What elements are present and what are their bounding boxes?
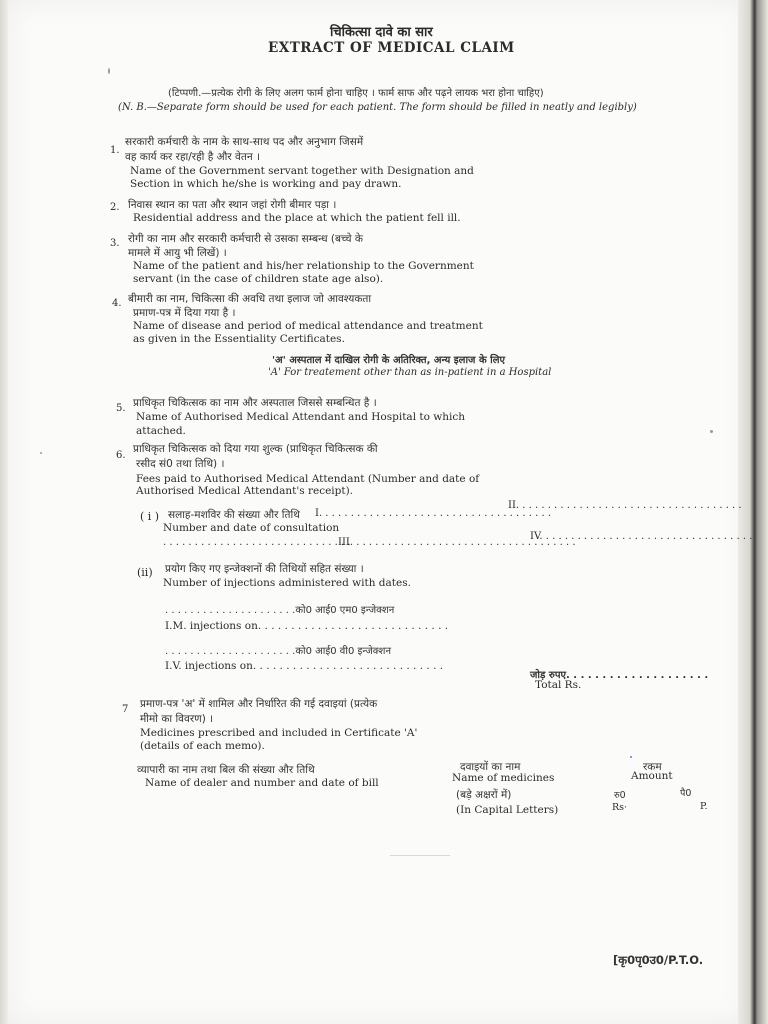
pto-footer: [कृ0पृ0उ0/P.T.O. [613, 953, 704, 967]
item-3-number: 3. [110, 238, 120, 249]
item-7-number: 7 [122, 704, 129, 715]
amount-header-hindi: रकम [643, 761, 662, 773]
item-7-english-line2: (details of each memo). [140, 740, 265, 752]
consultation-roman-ii[interactable]: II. . . . . . . . . . . . . . . . . . . . . . . . . . . . . . . . . . . . [508, 500, 742, 511]
item-1-english-line2: Section in which he/she is working and pay drawn. [130, 178, 402, 190]
item-6-number: 6. [116, 450, 126, 461]
item-3-english-line1: Name of the patient and his/her relationship to the Government [133, 260, 474, 272]
item-7-hindi-line2: मीमो का विवरण) । [140, 713, 214, 725]
scan-speck [630, 756, 632, 758]
paise-label-hindi: पै0 [680, 788, 692, 799]
dealer-header-hindi: व्यापारी का नाम तथा बिल की संख्या और तिथि [137, 764, 315, 776]
im-injections-hindi[interactable]: . . . . . . . . . . . . . . . . . . . . .को0 आई0 एम0 इन्जेक्शन [165, 605, 395, 616]
item-3-hindi-line2: मामले में आयु भी लिखें) । [128, 247, 227, 259]
item-3-english-line2: servant (in the case of children state age also). [133, 273, 384, 285]
item-2-number: 2. [110, 202, 120, 213]
scan-speck [710, 430, 713, 433]
title-hindi: चिकित्सा दावे का सार [330, 25, 433, 40]
item-1-hindi-line1: सरकारी कर्मचारी के नाम के साथ-साथ पद और अनुभाग जिसमें [125, 136, 364, 148]
rupees-label-hindi: रु0 [614, 790, 626, 801]
scan-speck [108, 68, 110, 74]
dealer-header-english: Name of dealer and number and date of bill [145, 777, 379, 789]
section-a-hindi: 'अ' अस्पताल में दाखिल रोगी के अतिरिक्त, अन्य इलाज के लिए [272, 355, 506, 366]
note-english: (N. B.—Separate form should be used for each patient. The form should be filled in neatly and legibly) [118, 102, 637, 113]
sub-ii-label: (ii) [137, 566, 153, 579]
section-a-english: 'A' For treatement other than as in-patient in a Hospital [268, 367, 552, 378]
item-6-hindi-line2: रसीद सं0 तथा तिथि) । [136, 458, 225, 470]
capital-letters-english: (In Capital Letters) [456, 804, 559, 816]
item-4-hindi-line1: बीमारी का नाम, चिकित्सा की अवधि तथा इलाज जो आवश्यकता [128, 293, 372, 305]
amount-header-english: Amount [631, 770, 673, 782]
item-6-hindi-line1: प्राधिकृत चिकित्सक को दिया गया शुल्क (प्राधिकृत चिकित्सक की [133, 443, 378, 455]
total-hindi[interactable]: जोड़ रुपए. . . . . . . . . . . . . . . . . . . . [530, 670, 709, 681]
item-1-number: 1. [110, 145, 120, 156]
im-injections-english[interactable]: I.M. injections on. . . . . . . . . . . . . . . . . . . . . . . . . . . . . [165, 620, 449, 632]
capital-letters-hindi: (बड़े अक्षरों में) [456, 789, 512, 801]
item-2-english: Residential address and the place at which the patient fell ill. [133, 212, 461, 224]
item-6-english-line1: Fees paid to Authorised Medical Attendant (Number and date of [136, 473, 480, 485]
consultation-roman-iii[interactable]: III. . . . . . . . . . . . . . . . . . . . . . . . . . . . . . . . . . . . [338, 537, 576, 548]
item-4-hindi-line2: प्रमाण-पत्र में दिया गया है । [133, 307, 236, 319]
paise-label-english: P. [700, 801, 708, 812]
item-4-number: 4. [112, 298, 122, 309]
item-5-hindi: प्राधिकृत चिकित्सक का नाम और अस्पताल जिससे सम्बन्धित है । [133, 397, 377, 409]
item-2-hindi: निवास स्थान का पता और स्थान जहां रोगी बीमार पड़ा । [128, 199, 337, 211]
item-4-english-line1: Name of disease and period of medical attendance and treatment [133, 320, 483, 332]
sub-i-hindi: सलाह-मशविर की संख्या और तिथि [168, 509, 300, 521]
consultation-roman-i[interactable]: I. . . . . . . . . . . . . . . . . . . . . . . . . . . . . . . . . . . . . [315, 508, 551, 519]
item-7-hindi-line1: प्रमाण-पत्र 'अ' में शामिल और निर्धारित की गई दवाइयां (प्रत्येक [140, 698, 378, 710]
scan-speck [40, 452, 42, 454]
item-6-english-line2: Authorised Medical Attendant's receipt). [136, 485, 354, 497]
rupees-label-english: Rs· [612, 802, 628, 813]
item-4-english-line2: as given in the Essentiality Certificates. [133, 333, 345, 345]
iv-injections-hindi[interactable]: . . . . . . . . . . . . . . . . . . . . .को0 आई0 वी0 इन्जेक्शन [165, 646, 391, 657]
consultation-dots-leader: . . . . . . . . . . . . . . . . . . . . . . . . . . . . . . [163, 537, 351, 548]
scan-speck [390, 855, 450, 856]
title-english: EXTRACT OF MEDICAL CLAIM [268, 40, 515, 56]
scan-edge-right [738, 0, 768, 1024]
medicines-header-hindi: दवाइयों का नाम [460, 761, 521, 773]
note-hindi: (टिप्पणी.—प्रत्येक रोगी के लिए अलग फार्म होना चाहिए । फार्म साफ और पढ़ने लायक भरा होना चाहिए) [168, 88, 544, 99]
item-5-english-line2: attached. [136, 425, 186, 437]
iv-injections-english[interactable]: I.V. injections on. . . . . . . . . . . . . . . . . . . . . . . . . . . . . [165, 660, 444, 672]
sub-ii-english: Number of injections administered with dates. [163, 577, 411, 589]
consultation-roman-iv[interactable]: IV. . . . . . . . . . . . . . . . . . . . . . . . . . . . . . . . . . [530, 531, 753, 542]
sub-i-label: ( i ) [140, 510, 160, 523]
item-1-english-line1: Name of the Government servant together with Designation and [130, 165, 474, 177]
item-1-hindi-line2: वह कार्य कर रहा/रही है और वेतन । [125, 151, 260, 163]
item-5-english-line1: Name of Authorised Medical Attendant and Hospital to which [136, 411, 466, 423]
sub-ii-hindi: प्रयोग किए गए इन्जेक्शनों की तिथियों सहित संख्या । [165, 563, 364, 575]
item-5-number: 5. [116, 403, 126, 414]
medicines-header-english: Name of medicines [452, 772, 555, 784]
item-3-hindi-line1: रोगी का नाम और सरकारी कर्मचारी से उसका सम्बन्ध (बच्चे के [128, 233, 363, 245]
sub-i-english: Number and date of consultation [163, 522, 340, 534]
total-english: Total Rs. [535, 679, 582, 691]
item-7-english-line1: Medicines prescribed and included in Certificate 'A' [140, 727, 418, 739]
